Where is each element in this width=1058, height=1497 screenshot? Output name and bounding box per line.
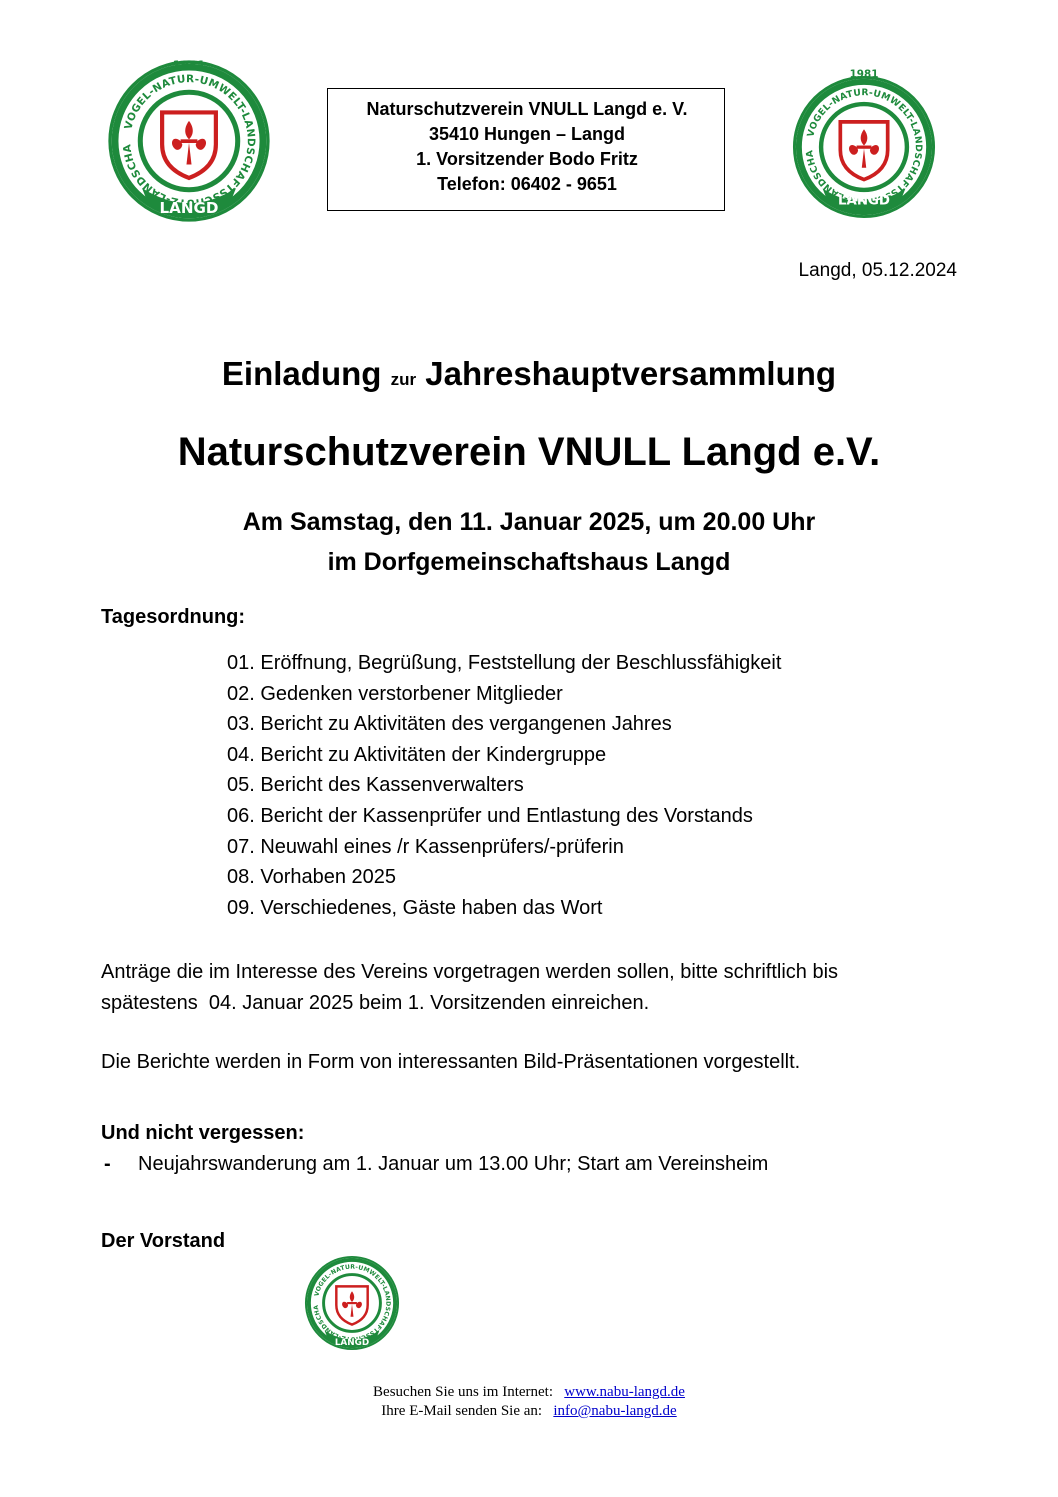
- agenda-heading: Tagesordnung:: [101, 606, 246, 628]
- agenda-item: 04. Bericht zu Aktivitäten der Kindergruppe: [227, 743, 607, 766]
- email-link[interactable]: info@nabu-langd.de: [553, 1403, 677, 1419]
- proposals-line-1: Anträge die im Interesse des Vereins vorgetragen werden sollen, bitte schriftlich bis: [101, 961, 839, 983]
- agenda-item: 02. Gedenken verstorbener Mitglieder: [227, 682, 563, 705]
- letter-date: Langd, 05.12.2024: [798, 260, 957, 281]
- logo-year: 1981: [172, 57, 206, 72]
- footer-website-label: Besuchen Sie uns im Internet:: [373, 1384, 554, 1400]
- logo-left: [105, 57, 273, 225]
- logo-name: LANGD: [159, 199, 219, 218]
- reminder-bullet: -: [104, 1153, 111, 1175]
- website-link[interactable]: www.nabu-langd.de: [564, 1384, 685, 1400]
- title-part3: Jahreshauptversammlung: [425, 355, 837, 392]
- address-line-phone: Telefon: 06402 - 9651: [437, 174, 617, 194]
- footer-email-label: Ihre E-Mail senden Sie an:: [381, 1403, 543, 1419]
- agenda-item: 09. Verschiedenes, Gäste haben das Wort: [227, 896, 603, 919]
- title-part2: zur: [390, 370, 417, 389]
- organization-title: Naturschutzverein VNULL Langd e.V.: [177, 430, 881, 474]
- address-box: [327, 88, 725, 211]
- logo-year: 1981: [849, 68, 879, 81]
- club-logo-emblem: [790, 67, 938, 227]
- footer-website-line: [0, 1383, 1058, 1402]
- title-part1: Einladung: [221, 355, 382, 392]
- event-location-line: im Dorfgemeinschaftshaus Langd: [327, 548, 731, 576]
- club-logo-emblem: [303, 1254, 401, 1352]
- logo-name: LANGD: [334, 1338, 370, 1349]
- reports-note: Die Berichte werden in Form von interessanten Bild-Präsentationen vorgestellt.: [101, 1051, 801, 1073]
- address-line-org: Naturschutzverein VNULL Langd e. V.: [366, 99, 688, 119]
- signature: Der Vorstand: [101, 1230, 226, 1252]
- club-logo-emblem: [105, 57, 273, 225]
- address-line-city: 35410 Hungen – Langd: [428, 124, 626, 144]
- logo-right: [790, 67, 938, 227]
- agenda-item: 01. Eröffnung, Begrüßung, Feststellung der Beschlussfähigkeit: [227, 652, 782, 674]
- agenda-list: [227, 648, 781, 923]
- invitation-title: [0, 355, 1058, 393]
- agenda-item: 05. Bericht des Kassenverwalters: [227, 774, 524, 797]
- event-date-line: Am Samstag, den 11. Januar 2025, um 20.00 Uhr: [242, 508, 816, 536]
- address-line-chair: 1. Vorsitzender Bodo Fritz: [416, 149, 638, 169]
- reminder-item: Neujahrswanderung am 1. Januar um 13.00 Uhr; Start am Vereinsheim: [138, 1153, 769, 1175]
- proposals-line-2: spätestens 04. Januar 2025 beim 1. Vorsitzenden einreichen.: [101, 992, 650, 1014]
- reminder-heading: Und nicht vergessen:: [101, 1122, 305, 1144]
- footer-email-line: [0, 1402, 1058, 1421]
- logo-small: [303, 1254, 401, 1352]
- agenda-item: 06. Bericht der Kassenprüfer und Entlastung des Vorstands: [227, 804, 753, 827]
- agenda-item: 07. Neuwahl eines /r Kassenprüfers/-prüferin: [227, 835, 624, 858]
- logo-name: LANGD: [838, 193, 890, 209]
- agenda-item: 03. Bericht zu Aktivitäten des vergangenen Jahres: [227, 713, 672, 736]
- agenda-item: 08. Vorhaben 2025: [227, 866, 397, 889]
